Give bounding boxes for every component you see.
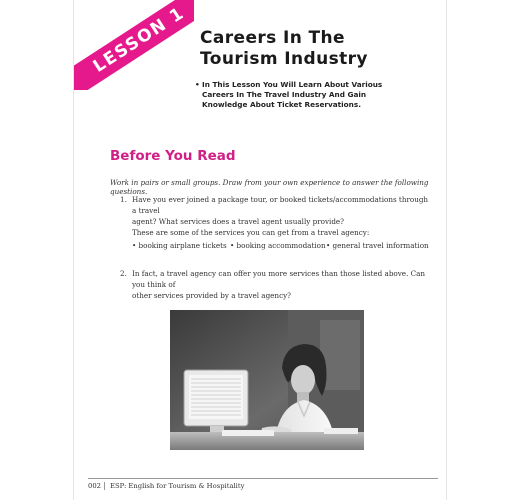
textbook-page xyxy=(74,0,446,500)
lesson-title xyxy=(200,28,440,70)
service-item: • general travel information xyxy=(326,241,429,250)
lesson-title-line2: Tourism Industry xyxy=(200,49,368,69)
lesson-badge: LESSON 1 xyxy=(74,0,194,90)
page-number: 002 xyxy=(88,482,105,490)
running-footer: ESP: English for Tourism & Hospitality xyxy=(110,482,245,490)
question-1-line2: agent? What services does a travel agent usually provide? xyxy=(132,217,345,226)
question-1-line3: These are some of the services you can get from a travel agency: xyxy=(132,228,370,237)
question-1 xyxy=(120,194,430,238)
intro-line3: Knowledge About Ticket Reservations. xyxy=(202,100,361,109)
lesson-intro xyxy=(195,80,438,110)
bullet-icon: • xyxy=(195,80,200,89)
question-number: 1. xyxy=(120,195,127,204)
travel-agent-photo xyxy=(170,310,364,450)
question-2-line2: other services provided by a travel agency? xyxy=(132,291,292,300)
intro-line1: In This Lesson You Will Learn About Various xyxy=(202,80,383,89)
service-item: • booking accommodation xyxy=(230,241,326,250)
question-2 xyxy=(120,268,430,301)
question-number: 2. xyxy=(120,269,127,278)
question-2-line1: In fact, a travel agency can offer you more services than those listed above. Can you think of xyxy=(132,269,426,289)
lesson-title-line1: Careers In The xyxy=(200,28,345,48)
lesson-ribbon xyxy=(74,0,194,90)
intro-line2: Careers In The Travel Industry And Gain xyxy=(202,90,367,99)
service-item: • booking airplane tickets xyxy=(132,241,227,250)
instruction-text: Work in pairs or small groups. Draw from your own experience to answer the following questions. xyxy=(110,178,429,196)
page-footer xyxy=(88,478,438,490)
question-1-line1: Have you ever joined a package tour, or booked tickets/accommodations through a travel xyxy=(132,195,429,215)
section-title: Before You Read xyxy=(110,148,236,164)
